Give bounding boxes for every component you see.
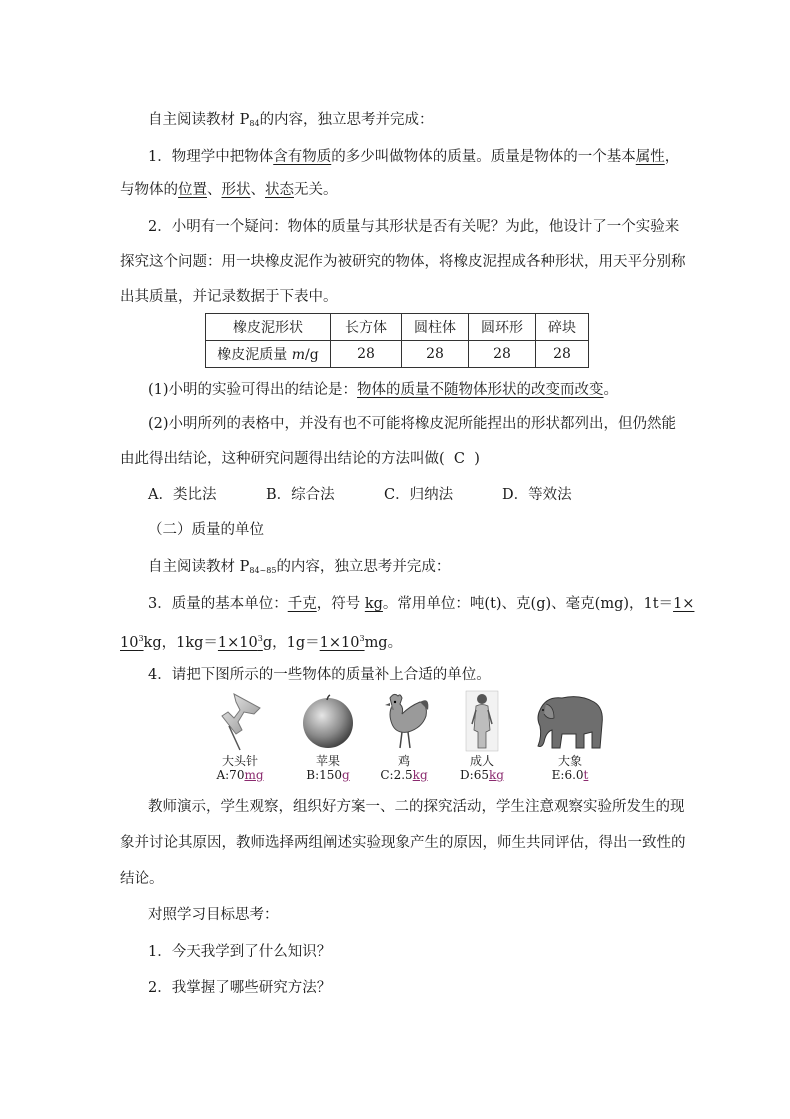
teacher-note-line-1: 教师演示，学生观察，组织好方案一、二的探究活动，学生注意观察实验所发生的现 — [148, 799, 685, 815]
answer-choice: C — [453, 451, 465, 467]
pushpin-icon — [214, 690, 266, 752]
clay-mass-table — [205, 313, 589, 368]
adult-icon — [462, 690, 502, 752]
option-b: B．综合法 — [266, 487, 335, 503]
question-4: 4．请把下图所示的一些物体的质量补上合适的单位。 — [148, 667, 491, 683]
table-header-cell: 长方体 — [331, 314, 402, 341]
reflection-question-1: 1．今天我学到了什么知识？ — [148, 944, 332, 960]
answer-blank: kg — [364, 596, 383, 612]
option-d: D．等效法 — [502, 487, 572, 503]
unit-answer: kg — [412, 768, 428, 782]
teacher-note-line-2: 象并讨论其原因，教师选择两组阐述实验现象产生的原因，师生共同评估，得出一致性的 — [120, 835, 686, 851]
question-2-line-1: 2．小明有一个疑问：物体的质量与其形状是否有关呢？为此，他设计了一个实验来 — [148, 219, 680, 235]
reflection-heading: 对照学习目标思考： — [148, 907, 279, 923]
question-2-line-2: 探究这个问题：用一块橡皮泥作为被研究的物体，将橡皮泥捏成各种形状，用天平分别称 — [120, 254, 686, 270]
question-1-line-1: 1．物理学中把物体含有物质的多少叫做物体的质量。质量是物体的一个基本属性， — [148, 149, 680, 165]
table-header-cell: 碎块 — [536, 314, 589, 341]
table-cell: 28 — [331, 341, 402, 368]
sub-question-2-line-1: (2)小明所列的表格中，并没有也不可能将橡皮泥所能捏出的形状都列出，但仍然能 — [148, 416, 677, 432]
answer-blank: $1\times 10^3$ — [217, 634, 263, 651]
option-c: C．归纳法 — [384, 487, 454, 503]
elephant-icon — [532, 690, 608, 752]
unit-answer: mg — [244, 768, 264, 782]
answer-blank: 状态 — [265, 182, 294, 198]
answer-blank: 物体的质量不随物体形状的改变而改变 — [357, 382, 604, 398]
intro-reading-1: 自主阅读教材 $P_{84}$的内容，独立思考并完成： — [148, 112, 434, 128]
figure-pushpin: 大头针 A:70mg — [210, 690, 270, 782]
table-header-cell: 圆柱体 — [402, 314, 469, 341]
question-3-line-2: $10^3kg$，$1kg=1\times 10^3g$，$1g=1\times 10^3mg$。 — [120, 634, 403, 651]
table-header-cell: 圆环形 — [469, 314, 536, 341]
answer-blank: 形状 — [221, 182, 251, 198]
question-1-line-2: 与物体的位置、形状、状态无关。 — [120, 182, 338, 198]
table-header-cell: 橡皮泥形状 — [206, 314, 331, 341]
answer-blank: $1\times 10^3$ — [319, 634, 365, 651]
chicken-icon — [376, 690, 432, 752]
apple-icon — [300, 690, 356, 752]
answer-blank: 位置 — [178, 182, 207, 198]
intro-reading-2: 自主阅读教材 $P_{84\sim 85}$的内容，独立思考并完成： — [148, 559, 451, 575]
mass-examples-figure — [200, 690, 620, 790]
unit-answer: g — [342, 768, 350, 782]
teacher-note-line-3: 结论。 — [120, 871, 164, 887]
figure-apple: 苹果 B:150g — [298, 690, 358, 782]
reflection-question-2: 2．我掌握了哪些研究方法？ — [148, 980, 332, 996]
answer-blank: 1× — [673, 596, 695, 612]
table-cell: 28 — [536, 341, 589, 368]
figure-adult: 成人 D:65kg — [452, 690, 512, 782]
answer-blank: $10^3$ — [120, 634, 144, 651]
answer-blank: 千克 — [287, 596, 317, 612]
sub-question-2-line-2: 由此得出结论，这种研究问题得出结论的方法叫做( C ) — [120, 451, 480, 467]
table-cell: 28 — [402, 341, 469, 368]
option-a: A．类比法 — [148, 487, 217, 503]
sub-question-1: (1)小明的实验可得出的结论是：物体的质量不随物体形状的改变而改变。 — [148, 382, 619, 398]
unit-answer: kg — [488, 768, 504, 782]
table-row-label: 橡皮泥质量 m/g — [206, 341, 331, 368]
table-cell: 28 — [469, 341, 536, 368]
figure-chicken: 鸡 C:2.5kg — [374, 690, 434, 782]
figure-elephant: 大象 E:6.0t — [530, 690, 610, 782]
unit-answer: t — [583, 768, 589, 782]
section-heading: （二）质量的单位 — [148, 522, 264, 538]
answer-blank: 属性 — [635, 149, 665, 165]
answer-blank: 含有物质 — [273, 149, 332, 165]
question-3-line-1: 3．质量的基本单位：千克，符号 kg。常用单位：吨(t)、克(g)、毫克(mg)，1t＝1× — [148, 596, 695, 612]
question-2-line-3: 出其质量，并记录数据于下表中。 — [120, 289, 338, 305]
table-row — [206, 341, 589, 368]
table-row — [206, 314, 589, 341]
answer-options — [148, 485, 572, 505]
